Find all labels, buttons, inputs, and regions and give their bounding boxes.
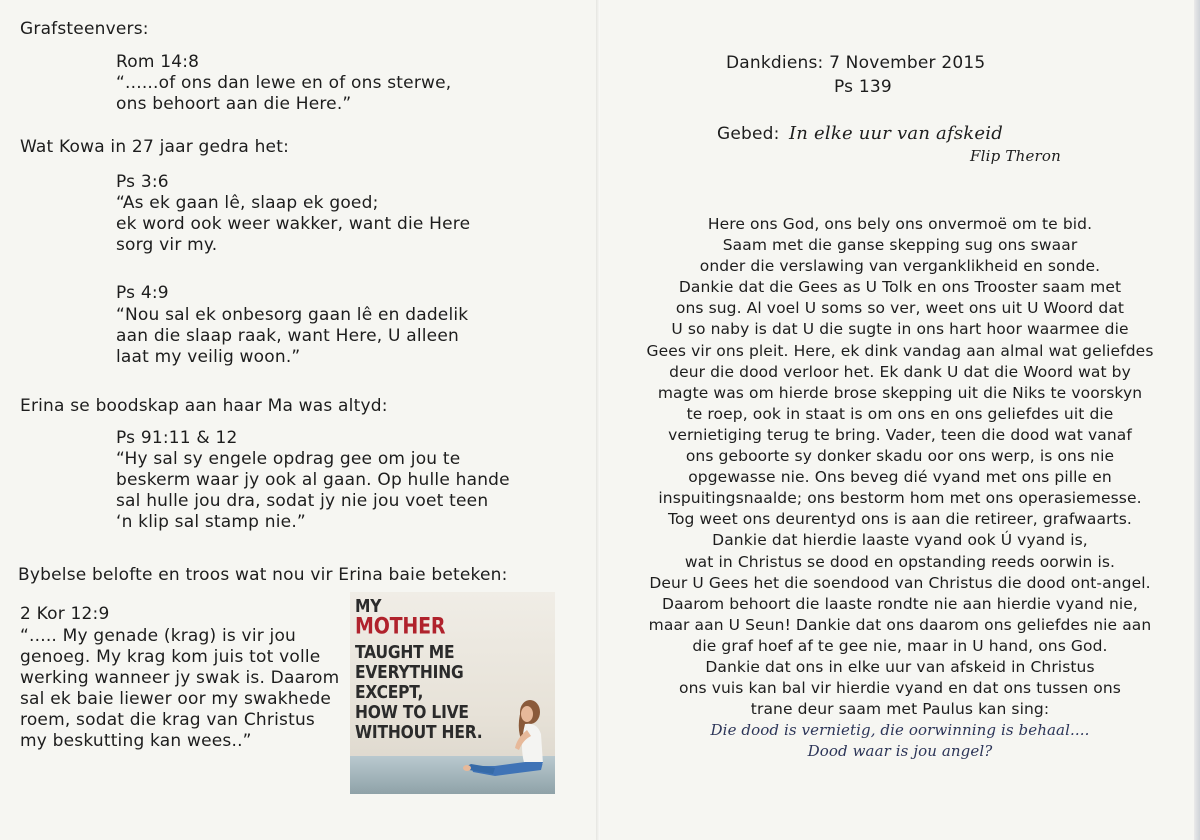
verse-line: sorg vir my. <box>116 235 218 255</box>
prayer-line: Saam met die ganse skepping sug ons swaar <box>722 236 1078 255</box>
verse-line: “Nou sal ek onbesorg gaan lê en dadelik <box>116 305 469 325</box>
kowa-heading: Wat Kowa in 27 jaar gedra het: <box>20 137 290 157</box>
prayer-line: Gees vir ons pleit. Here, ek dink vandag aan almal wat geliefdes <box>646 341 1154 360</box>
prayer-line: die graf hoef af te gee nie, maar in U hand, ons God. <box>692 636 1108 655</box>
poster-line: EVERYTHING <box>355 662 464 683</box>
prayer-line: ons sug. Al voel U soms so ver, weet ons uit U Woord dat <box>675 299 1125 318</box>
ps91-verse <box>116 449 510 533</box>
poster-line: WITHOUT HER. <box>355 722 483 743</box>
closing-line: Dood waar is jou angel? <box>807 742 993 761</box>
verse-line: werking wanneer jy swak is. Daarom <box>20 668 340 688</box>
poster-line: HOW TO LIVE <box>355 702 469 723</box>
prayer-line: Tog weet ons deurentyd ons is aan die retireer, grafwaarts. <box>668 510 1132 529</box>
prayer-line: trane deur saam met Paulus kan sing: <box>750 700 1050 719</box>
prayer-line: Dankie dat ons in elke uur van afskeid in Christus <box>705 657 1095 676</box>
kor-reference: 2 Kor 12:9 <box>20 604 110 624</box>
prayer-line: ons vuis kan bal vir hierdie vyand en dat ons tussen ons <box>679 679 1121 698</box>
ps49-reference: Ps 4:9 <box>116 283 169 303</box>
verse-line: aan die slaap raak, want Here, U alleen <box>116 326 459 346</box>
verse-line: “..... My genade (krag) is vir jou <box>20 626 297 646</box>
ps91-reference: Ps 91:11 & 12 <box>116 428 238 448</box>
service-psalm: Ps 139 <box>834 77 892 97</box>
prayer-line: vernietiging terug te bring. Vader, teen die dood wat vanaf <box>668 425 1132 444</box>
prayer-text <box>600 214 1200 762</box>
verse-line: “......of ons dan lewe en of ons sterwe, <box>116 73 452 93</box>
epitaph-reference: Rom 14:8 <box>116 52 200 72</box>
kor-verse <box>20 626 339 752</box>
ps49-verse <box>116 305 468 368</box>
left-page <box>0 0 596 840</box>
verse-line: ‘n klip sal stamp nie.” <box>116 512 306 532</box>
prayer-line: Daarom behoort die laaste rondte nie aan hierdie vyand nie, <box>662 594 1138 613</box>
prayer-line: deur die dood verloor het. Ek dank U dat die Woord wat by <box>669 362 1131 381</box>
promise-heading: Bybelse belofte en troos wat nou vir Erina baie beteken: <box>18 565 508 585</box>
poster-line: EXCEPT, <box>355 682 424 703</box>
poster-line: TAUGHT ME <box>355 642 455 663</box>
ps36-reference: Ps 3:6 <box>116 172 169 192</box>
service-date: Dankdiens: 7 November 2015 <box>726 53 986 73</box>
closing-line: Die dood is vernietig, die oorwinning is behaal.... <box>710 721 1090 740</box>
woman-figure-illustration <box>455 692 555 792</box>
poster-line: MOTHER <box>355 613 446 639</box>
verse-line: “As ek gaan lê, slaap ek goed; <box>116 193 379 213</box>
prayer-label: Gebed: <box>717 124 780 144</box>
verse-line: roem, sodat die krag van Christus <box>20 710 315 730</box>
prayer-line: magte was om hierde brose skepping uit die Niks te voorskyn <box>657 383 1143 402</box>
verse-line: my beskutting kan wees..” <box>20 731 252 751</box>
verse-line: beskerm waar jy ook al gaan. Op hulle hande <box>116 470 510 490</box>
page-edge-shadow <box>1194 0 1200 840</box>
verse-line: sal hulle jou dra, sodat jy nie jou voet teen <box>116 491 489 511</box>
prayer-line: Deur U Gees het die soendood van Christus die dood ont-angel. <box>649 573 1151 592</box>
prayer-line: Dankie dat hierdie laaste vyand ook Ú vyand is, <box>712 531 1088 550</box>
verse-line: ek word ook weer wakker, want die Here <box>116 214 471 234</box>
poster-line: MY <box>355 596 382 617</box>
prayer-line: U so naby is dat U die sugte in ons hart hoor waarmee die <box>671 320 1129 339</box>
prayer-author: Flip Theron <box>970 147 1061 165</box>
prayer-line: maar aan U Seun! Dankie dat ons daarom ons geliefdes nie aan <box>648 615 1152 634</box>
verse-line: ons behoort aan die Here.” <box>116 94 352 114</box>
prayer-line: Here ons God, ons bely ons onvermoë om te bid. <box>707 215 1093 233</box>
mother-quote-image <box>350 592 555 794</box>
verse-line: “Hy sal sy engele opdrag gee om jou te <box>116 449 461 469</box>
erina-heading: Erina se boodskap aan haar Ma was altyd: <box>20 396 388 416</box>
prayer-line: te roep, ook in staat is om ons en ons geliefdes uit die <box>686 404 1114 423</box>
prayer-line: wat in Christus se dood en opstanding reeds oorwin is. <box>684 552 1116 571</box>
verse-line: genoeg. My krag kom juis tot volle <box>20 647 321 667</box>
verse-line: laat my veilig woon.” <box>116 347 301 367</box>
prayer-title: In elke uur van afskeid <box>789 123 1003 144</box>
prayer-line: onder die verslawing van verganklikheid en sonde. <box>699 257 1101 276</box>
epitaph-heading: Grafsteenvers: <box>20 19 149 39</box>
prayer-line: Dankie dat die Gees as U Tolk en ons Trooster saam met <box>678 278 1122 297</box>
ps36-verse <box>116 193 470 256</box>
right-page <box>600 0 1200 840</box>
prayer-line: ons geboorte sy donker skadu oor ons werp, is ons nie <box>685 447 1115 466</box>
epitaph-verse <box>116 73 451 115</box>
prayer-line: inspuitingsnaalde; ons bestorm hom met ons operasiemesse. <box>658 489 1142 508</box>
prayer-line: opgewasse nie. Ons beveg dié vyand met ons pille en <box>688 468 1112 487</box>
verse-line: sal ek baie liewer oor my swakhede <box>20 689 332 709</box>
